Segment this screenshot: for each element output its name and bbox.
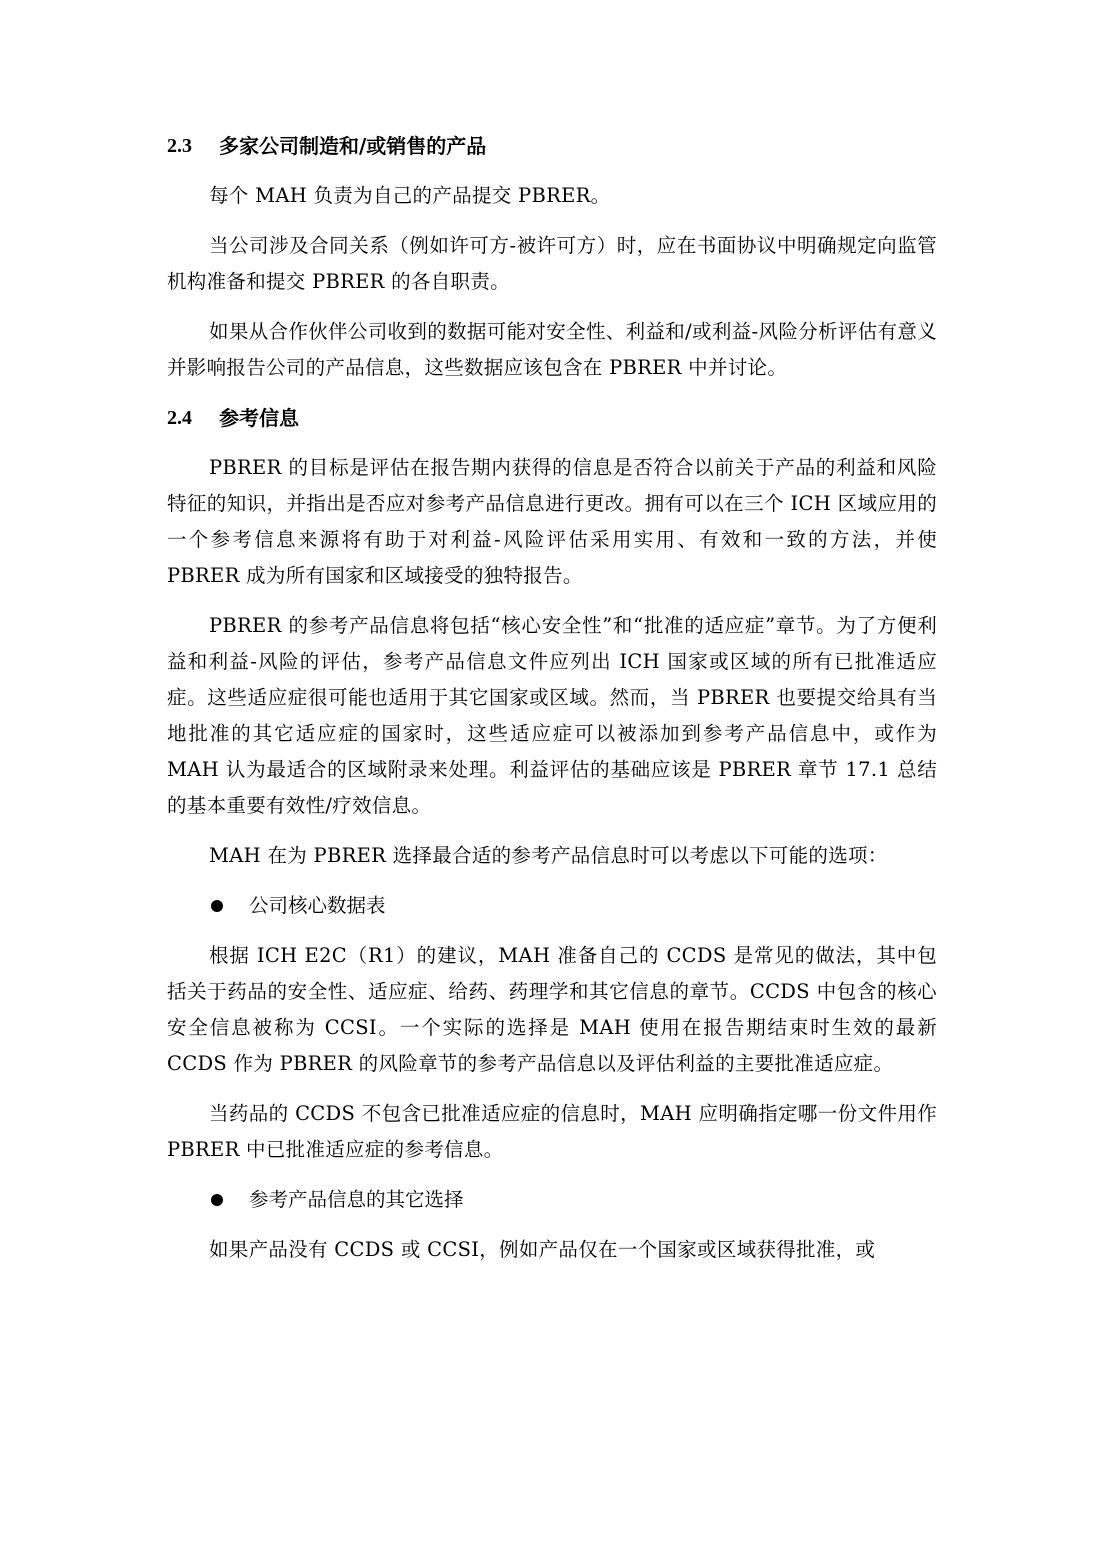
paragraph: PBRER 的目标是评估在报告期内获得的信息是否符合以前关于产品的利益和风险特征的知识，并指出是否应对参考产品信息进行更改。拥有可以在三个 ICH 区域应用的一个参考信息来源将有助于对利益-风险评估采用实用、有效和一致的方法，并使 PBRER 成为所有国家和区域接受的独特报告。 [167, 456, 937, 587]
section-heading-2-3 [167, 128, 937, 164]
bullet-item [167, 1182, 937, 1218]
paragraph: 当公司涉及合同关系（例如许可方-被许可方）时，应在书面协议中明确规定向监管机构准备和提交 PBRER 的各自职责。 [167, 234, 937, 293]
bullet-label: 参考产品信息的其它选择 [249, 1188, 464, 1211]
paragraph: 如果产品没有 CCDS 或 CCSI，例如产品仅在一个国家或区域获得批准，或 [209, 1238, 876, 1261]
section-title: 多家公司制造和/或销售的产品 [219, 134, 487, 158]
section-number: 2.3 [167, 135, 192, 157]
paragraph: 每个 MAH 负责为自己的产品提交 PBRER。 [209, 184, 611, 207]
paragraph: MAH 在为 PBRER 选择最合适的参考产品信息时可以考虑以下可能的选项： [209, 844, 888, 867]
paragraph: 当药品的 CCDS 不包含已批准适应症的信息时，MAH 应明确指定哪一份文件用作 PBRER 中已批准适应症的参考信息。 [167, 1102, 937, 1161]
section-number: 2.4 [167, 407, 192, 429]
section-title: 参考信息 [219, 406, 299, 430]
paragraph: 如果从合作伙伴公司收到的数据可能对安全性、利益和/或利益-风险分析评估有意义并影响报告公司的产品信息，这些数据应该包含在 PBRER 中并讨论。 [167, 320, 937, 379]
section-heading-2-4 [167, 400, 937, 436]
paragraph: PBRER 的参考产品信息将包括“核心安全性”和“批准的适应症”章节。为了方便利益和利益-风险的评估，参考产品信息文件应列出 ICH 国家或区域的所有已批准适应症。这些适应症很可能也适用于其它国家或区域。然而，当 PBRER 也要提交给具有当地批准的其它适应症的国家时，这些适应症可以被添加到参考产品信息中，或作为 MAH 认为最适合的区域附录来处理。利益评估的基础应该是 PBRER 章节 17.1 总结的基本重要有效性/疗效信息。 [167, 614, 937, 817]
bullet-label: 公司核心数据表 [249, 894, 386, 917]
document-body [167, 128, 937, 1282]
paragraph: 根据 ICH E2C（R1）的建议，MAH 准备自己的 CCDS 是常见的做法，其中包括关于药品的安全性、适应症、给药、药理学和其它信息的章节。CCDS 中包含的核心安全信息被称为 CCSI。一个实际的选择是 MAH 使用在报告期结束时生效的最新 CCDS 作为 PBRER 的风险章节的参考产品信息以及评估利益的主要批准适应症。 [167, 944, 937, 1075]
bullet-icon [211, 1194, 223, 1206]
bullet-item [167, 888, 937, 924]
bullet-icon [211, 900, 223, 912]
